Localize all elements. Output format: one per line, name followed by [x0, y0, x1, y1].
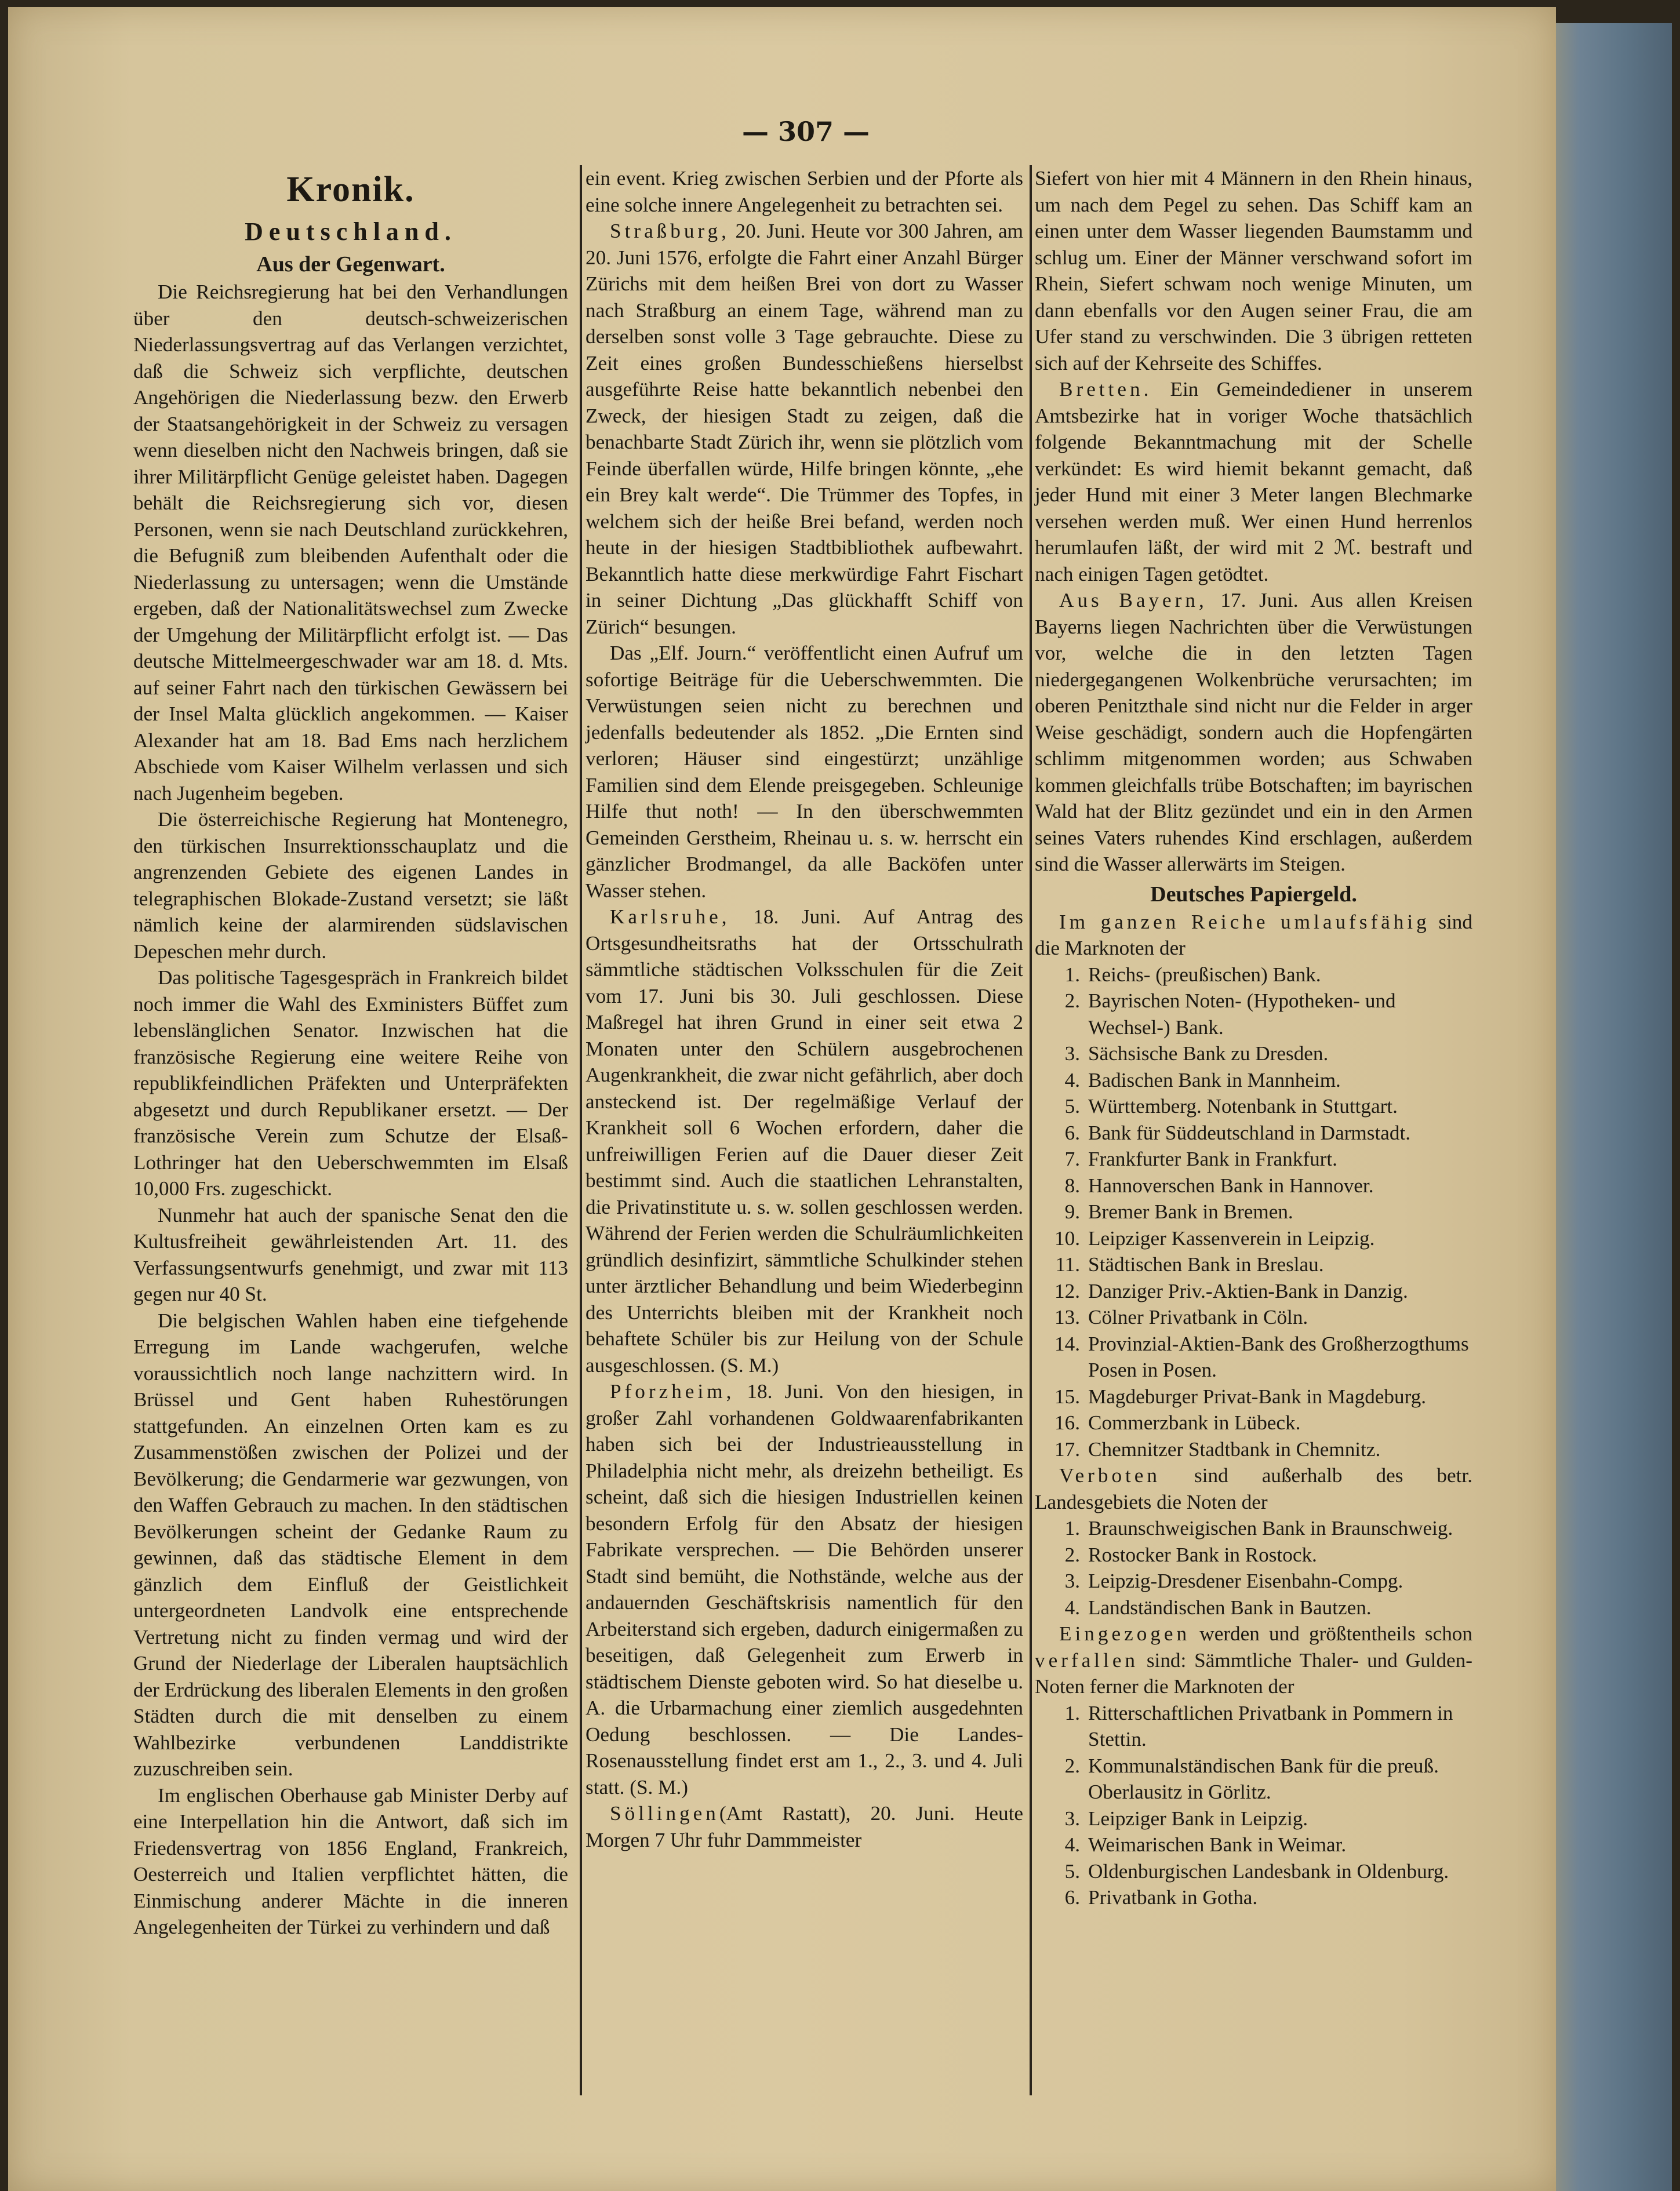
- bank-name: Ritterschaftlichen Privatbank in Pommern in Stettin.: [1088, 1701, 1453, 1750]
- list-item: [1035, 988, 1472, 1040]
- paragraph-text: Ein Gemeindediener in unserem Amtsbezirke hat in voriger Woche thatsächlich folgende Bekanntmachung mit der Schelle verkündet: Es wird hiemit bekannt gemacht, daß jeder Hund mit einer 3 Meter langen Blechmarke versehen werden muß. Wer einen Hund herrenlos herumlaufen läßt, der wird mit 2 ℳ. bestraft und nach einigen Tagen getödtet.: [1035, 378, 1472, 585]
- list-item: [1035, 1278, 1472, 1305]
- list-item: [1035, 1225, 1472, 1252]
- item-number: 1.: [1064, 963, 1080, 986]
- column-1: [133, 165, 568, 1941]
- item-number: 5.: [1064, 1095, 1080, 1118]
- bank-list-expired: [1035, 1700, 1472, 1911]
- list-item: [1035, 1331, 1472, 1384]
- item-number: 3.: [1064, 1807, 1080, 1830]
- heading-country: Deutschland.: [245, 217, 457, 246]
- bank-name: Landständischen Bank in Bautzen.: [1088, 1596, 1372, 1619]
- bank-name: Braunschweigischen Bank in Braunschweig.: [1088, 1517, 1453, 1539]
- list-item: [1035, 1410, 1472, 1436]
- spaced-lead: verfallen: [1035, 1648, 1139, 1672]
- list-item: [1035, 1832, 1472, 1858]
- bank-name: Oldenburgischen Landesbank in Oldenburg.: [1088, 1859, 1449, 1883]
- paragraph: [1035, 1462, 1472, 1515]
- dateline: Aus Bayern,: [1059, 589, 1208, 612]
- paragraph-text: sind außerhalb des betr. Landesgebiets die Noten der: [1035, 1464, 1472, 1513]
- bank-name: Leipziger Kassenverein in Leipzig.: [1088, 1226, 1375, 1250]
- paragraph: [586, 904, 1023, 1378]
- list-item: [1035, 1436, 1472, 1463]
- list-item: [1035, 1384, 1472, 1410]
- paragraph: Im englischen Oberhause gab Minister Derby auf eine Interpellation hin die Antwort, daß sich im Friedensvertrag von 1856 England, Frankreich, Oesterreich und Italien verpflichtet hätten, die Einmischung anderer Mächte in die inneren Angelegenheiten der Türkei zu verhindern und daß: [133, 1784, 568, 1938]
- list-item: [1035, 1858, 1472, 1885]
- item-number: 16.: [1054, 1411, 1080, 1434]
- paragraph-text: Siefert von hier mit 4 Männern in den Rhein hinaus, um nach dem Pegel zu sehen. Das Schiff kam an einen unter dem Wasser liegenden Baumstamm und schlug um. Einer der Männer verschwand sofort im Rhein, Siefert schwam noch wenige Minuten, um dann ebenfalls vor den Augen seiner Frau, die am Ufer stand zu verschwinden. Die 3 übrigen retteten sich auf der Kehrseite des Schiffes.: [1035, 167, 1472, 374]
- bank-name: Rostocker Bank in Rostock.: [1088, 1543, 1317, 1566]
- bank-name: Sächsische Bank zu Dresden.: [1088, 1042, 1329, 1065]
- paragraph: [1035, 376, 1472, 587]
- item-number: 11.: [1055, 1253, 1080, 1276]
- item-number: 4.: [1064, 1833, 1080, 1856]
- column-2: [586, 165, 1023, 1853]
- item-number: 10.: [1054, 1226, 1080, 1250]
- dateline: Pforzheim,: [610, 1380, 735, 1403]
- item-number: 2.: [1064, 989, 1080, 1012]
- bank-name: Leipziger Bank in Leipzig.: [1088, 1807, 1308, 1830]
- bank-name: Kommunalständischen Bank für die preuß. Oberlausitz in Görlitz.: [1088, 1754, 1439, 1803]
- bank-name: Württemberg. Notenbank in Stuttgart.: [1088, 1095, 1398, 1118]
- paragraph: [586, 218, 1023, 640]
- bank-name: Danziger Priv.-Aktien-Bank in Danzig.: [1088, 1279, 1408, 1302]
- item-number: 1.: [1064, 1701, 1080, 1724]
- item-number: 3.: [1064, 1042, 1080, 1065]
- paragraph: [1035, 165, 1472, 376]
- list-item: [1035, 962, 1472, 988]
- heading-section: Aus der Gegenwart.: [256, 252, 445, 276]
- item-number: 4.: [1064, 1596, 1080, 1619]
- paragraph: [586, 1800, 1023, 1853]
- list-item: [1035, 1884, 1472, 1911]
- list-item: [1035, 1146, 1472, 1173]
- item-number: 5.: [1064, 1859, 1080, 1883]
- list-item: [1035, 1093, 1472, 1120]
- dateline: Söllingen: [610, 1802, 719, 1825]
- paragraph-text: 20. Juni. Heute vor 300 Jahren, am 20. Juni 1576, erfolgte die Fahrt einer Anzahl Bürger Zürichs mit dem heißen Brei von dort zu Wasser nach Straßburg an einem Tage, während man zu derselben sonst volle 3 Tage gebrauchte. Diese zu Zeit eines großen Bundesschießens hierselbst ausgeführte Reise hatte bekanntlich nebenbei den Zweck, der hiesigen Stadt zu zeigen, daß die benachbarte Stadt Zürich ihr, wenn sie plötzlich vom Feinde überfallen würde, Hilfe bringen könnte, „ehe ein Brey kalt werde“. Die Trümmer des Topfes, in welchem sich der heiße Brei befand, werden noch heute in der hiesigen Stadtbibliothek aufbewahrt. Bekanntlich hatte diese merkwürdige Fahrt Fischart in seiner Dichtung „Das glückhafft Schiff von Zürich“ besungen.: [586, 220, 1023, 638]
- column-3: [1035, 165, 1472, 1911]
- list-item: [1035, 1568, 1472, 1595]
- bank-name: Reichs- (preußischen) Bank.: [1088, 963, 1321, 986]
- item-number: 15.: [1054, 1385, 1080, 1408]
- bank-name: Cölner Privatbank in Cöln.: [1088, 1306, 1308, 1329]
- paragraph-text: sind die Marknoten der: [1035, 910, 1472, 959]
- heading-kronik: Kronik.: [286, 170, 415, 209]
- item-number: 17.: [1054, 1437, 1080, 1461]
- paragraph: [1035, 909, 1472, 962]
- list-item: [1035, 1595, 1472, 1621]
- bank-name: Privatbank in Gotha.: [1088, 1886, 1258, 1909]
- dateline: Bretten.: [1059, 378, 1152, 401]
- list-item: [1035, 1040, 1472, 1067]
- paragraph: Die belgischen Wahlen haben eine tiefgehende Erregung im Lande wachgerufen, welche voraussichtlich noch lange nachzittern wird. In Brüssel und Gent haben Ruhestörungen stattgefunden. An einzelnen Orten kam es zu Zusammenstößen zwischen der Polizei und der Bevölkerung; die Gendarmerie war gezwungen, von den Waffen Gebrauch zu machen. In den städtischen Bevölkerungen scheint der Gedanke Raum zu gewinnen, daß das städtische Element in dem gänzlich dem Einfluß der Geistlichkeit untergeordneten Landvolk eine entsprechende Vertretung nicht zu finden vermag und wird der Grund der Niederlage der Liberalen hauptsächlich der Erdrückung des liberalen Elements in den großen Städten durch die mit denselben zu einem Wahlbezirke verbundenen Landdistrikte zuzuschreiben sein.: [133, 1309, 568, 1780]
- paragraph-text: 18. Juni. Auf Antrag des Ortsgesundheitsraths hat der Ortsschulrath sämmtliche städtischen Volksschulen für die Zeit vom 17. Juni bis 30. Juli geschlossen. Diese Maßregel hat ihren Grund in einer seit etwa 2 Monaten unter den Schülern ausgebrochenen Augenkrankheit, die zwar nicht gefährlich, aber doch ansteckend ist. Der regelmäßige Verlauf der Krankheit soll 6 Wochen erfordern, daher die unfreiwilligen Ferien auf die Dauer dieser Zeit bestimmt sind. Auch die staatlichen Lehranstalten, die Privatinstitute u. s. w. sollen geschlossen werden. Während der Ferien werden die Schulräumlichkeiten gründlich desinfizirt, sämmtliche Schulkinder stehen unter ärztlicher Behandlung und beim Wiederbeginn des Unterrichts bleiben mit der Krankheit noch behaftete Schüler bis zur Heilung von der Schule ausgeschlossen. (S. M.): [586, 905, 1023, 1377]
- paragraph: Die Reichsregierung hat bei den Verhandlungen über den deutsch-schweizerischen Niederlassungsvertrag auf das Verlangen verzichtet, daß die Schweiz sich verpflichte, deutschen Angehörigen die Niederlassung bezw. den Erwerb der Staatsangehörigkeit in der Schweiz zu versagen wenn dieselben nicht den Nachweis bringen, daß sie ihrer Militärpflicht Genüge geleistet haben. Dagegen behält die Reichsregierung sich vor, diesen Personen, wenn sie nach Deutschland zurückkehren, die Befugniß zum bleibenden Aufenthalt oder die Niederlassung zu untersagen; wenn die Umstände ergeben, daß der Nationalitätswechsel zum Zwecke der Umgehung der Militärpflicht erfolgt ist. — Das deutsche Mittelmeergeschwader war am 18. d. Mts. auf seiner Fahrt nach den türkischen Gewässern bei der Insel Malta glücklich angekommen. — Kaiser Alexander hat am 18. Bad Ems nach herzlichem Abschiede vom Kaiser Wilhelm verlassen und sich nach Jugenheim begeben.: [133, 281, 568, 805]
- bank-name: Badischen Bank in Mannheim.: [1088, 1068, 1341, 1091]
- paragraph: [1035, 1621, 1472, 1700]
- bank-list-valid: [1035, 962, 1472, 1463]
- item-number: 3.: [1064, 1570, 1080, 1592]
- item-number: 2.: [1064, 1543, 1080, 1566]
- bank-name: Leipzig-Dresdener Eisenbahn-Compg.: [1088, 1570, 1403, 1592]
- item-number: 8.: [1064, 1174, 1080, 1197]
- bank-name: Frankfurter Bank in Frankfurt.: [1088, 1148, 1337, 1170]
- item-number: 6.: [1064, 1886, 1080, 1909]
- paragraph: [586, 640, 1023, 904]
- list-item: [1035, 1542, 1472, 1568]
- list-item: [1035, 1067, 1472, 1094]
- bank-name: Chemnitzer Stadtbank in Chemnitz.: [1088, 1437, 1381, 1461]
- list-item: [1035, 1173, 1472, 1199]
- paragraph-text: 18. Juni. Von den hiesigen, in großer Zahl vorhandenen Goldwaarenfabrikanten haben sich bei der Industrieausstellung in Philadelphia nicht mehr, als dreizehn betheiligt. Es scheint, daß sich die hiesigen Industriellen keinen besondern Erfolg für den Absatz der hiesigen Fabrikate versprechen. — Die Behörden unserer Stadt sind bemüht, die Nothstände, welche aus der andauernden Geschäftskrisis namentlich für den Arbeiterstand sich ergeben, dadurch einigermaßen zu beseitigen, daß Gelegenheit zum Erwerb in städtischem Dienste geboten wird. So hat dieselbe u. A. die Urbarmachung einer ziemlich ausgedehnten Oedung beschlossen. — Die Landes-Rosenausstellung findet erst am 1., 2., 3. und 4. Juli statt. (S. M.): [586, 1380, 1023, 1799]
- heading-papiergeld: Deutsches Papiergeld.: [1150, 882, 1357, 907]
- list-item: [1035, 1120, 1472, 1147]
- paragraph-text: werden und größtentheils schon: [1190, 1622, 1472, 1645]
- paragraph-text: Das „Elf. Journ.“ veröffentlicht einen Aufruf um sofortige Beiträge für die Ueberschwemmten. Die Verwüstungen seien nicht zu berechnen und jedenfalls bedeutender als 1852. „Die Ernten sind verloren; Häuser sind eingestürzt; unzählige Familien sind dem Elende preisgegeben. Schleunige Hilfe thut noth! — In den überschwemmten Gemeinden Gerstheim, Rheinau u. s. w. herrscht ein gänzlicher Brodmangel, da alle Backöfen unter Wasser stehen.: [586, 642, 1023, 902]
- spaced-lead: Eingezogen: [1059, 1622, 1191, 1645]
- paragraph: [1035, 587, 1472, 878]
- paragraph: [586, 165, 1023, 218]
- page-number: — 307 —: [741, 116, 870, 147]
- list-item: [1035, 1806, 1472, 1832]
- item-number: 12.: [1054, 1279, 1080, 1302]
- item-number: 1.: [1064, 1517, 1080, 1539]
- list-item: [1035, 1753, 1472, 1806]
- column-rule-1: [580, 165, 582, 2095]
- bank-name: Bayrischen Noten- (Hypotheken- und Wechsel-) Bank.: [1088, 989, 1396, 1039]
- item-number: 14.: [1054, 1332, 1080, 1355]
- column-rule-2: [1030, 165, 1032, 2095]
- paragraph: [586, 1378, 1023, 1800]
- paragraph-text: sind: Sämmtliche Thaler- und Gulden-Noten ferner die Marknoten der: [1035, 1648, 1472, 1698]
- dateline: Straßburg,: [610, 220, 730, 242]
- paragraph-text: ein event. Krieg zwischen Serbien und der Pforte als eine solche innere Angelegenheit zu betrachten sei.: [586, 167, 1023, 216]
- list-item: [1035, 1700, 1472, 1753]
- item-number: 6.: [1064, 1121, 1080, 1144]
- dateline: Karlsruhe,: [610, 905, 730, 928]
- bank-name: Provinzial-Aktien-Bank des Großherzogthums Posen in Posen.: [1088, 1332, 1469, 1381]
- paragraph: Das politische Tagesgespräch in Frankreich bildet noch immer die Wahl des Exministers Büffet zum lebenslänglichen Senator. Inzwischen hat die französische Regierung eine weitere Reihe von republikfeindlichen Präfekten und Unterpräfekten abgesetzt und durch Republikaner ersetzt. — Der französische Verein zum Schutze der Elsaß-Lothringer hat den Ueberschwemmten im Elsaß 10,000 Frs. zugeschickt.: [133, 966, 568, 1200]
- bank-name: Bank für Süddeutschland in Darmstadt.: [1088, 1121, 1411, 1144]
- book-edge: [1556, 23, 1672, 2191]
- list-item: [1035, 1515, 1472, 1542]
- bank-name: Städtischen Bank in Breslau.: [1088, 1253, 1324, 1276]
- item-number: 9.: [1064, 1200, 1080, 1223]
- paragraph: Nunmehr hat auch der spanische Senat den die Kultusfreiheit gewährleistenden Art. 11. des Verfassungsentwurfs genehmigt, und zwar mit 113 gegen nur 40 St.: [133, 1203, 568, 1305]
- bank-name: Bremer Bank in Bremen.: [1088, 1200, 1293, 1223]
- spaced-lead: Verboten: [1059, 1464, 1161, 1487]
- item-number: 4.: [1064, 1068, 1080, 1091]
- bank-name: Magdeburger Privat-Bank in Magdeburg.: [1088, 1385, 1427, 1408]
- item-number: 2.: [1064, 1754, 1080, 1777]
- paragraph: Die österreichische Regierung hat Montenegro, den türkischen Insurrektionsschauplatz und die angrenzenden Gebiete des eigenen Landes in telegraphischen Blokade-Zustand versetzt; sie läßt nämlich keine der alarmirenden südslavischen Depeschen mehr durch.: [133, 808, 568, 963]
- bank-name: Commerzbank in Lübeck.: [1088, 1411, 1301, 1434]
- item-number: 13.: [1054, 1306, 1080, 1329]
- paragraph-text: 17. Juni. Aus allen Kreisen Bayerns liegen Nachrichten über die Verwüstungen vor, welche die in den letzten Tagen niedergegangenen Wolkenbrüche verursachten; im oberen Penitzthale sind nicht nur die Felder in arger Weise geschädigt, sondern auch die Hopfengärten schlimm mitgenommen worden; aus Schwaben kommen gleichfalls trübe Botschaften; im bayrischen Wald hat der Blitz gezündet und ein in den Armen seines Vaters ruhendes Kind erschlagen, außerdem sind die Wasser allerwärts im Steigen.: [1035, 589, 1473, 875]
- bank-name: Weimarischen Bank in Weimar.: [1088, 1833, 1347, 1856]
- spaced-lead: Im ganzen Reiche umlaufsfähig: [1059, 910, 1430, 933]
- bank-list-forbidden: [1035, 1515, 1472, 1621]
- list-item: [1035, 1199, 1472, 1225]
- paragraph-text: (Amt Rastatt), 20. Juni. Heute Morgen 7 Uhr fuhr Dammmeister: [586, 1802, 1023, 1851]
- bank-name: Hannoverschen Bank in Hannover.: [1088, 1174, 1374, 1197]
- list-item: [1035, 1304, 1472, 1331]
- list-item: [1035, 1251, 1472, 1278]
- item-number: 7.: [1064, 1148, 1080, 1170]
